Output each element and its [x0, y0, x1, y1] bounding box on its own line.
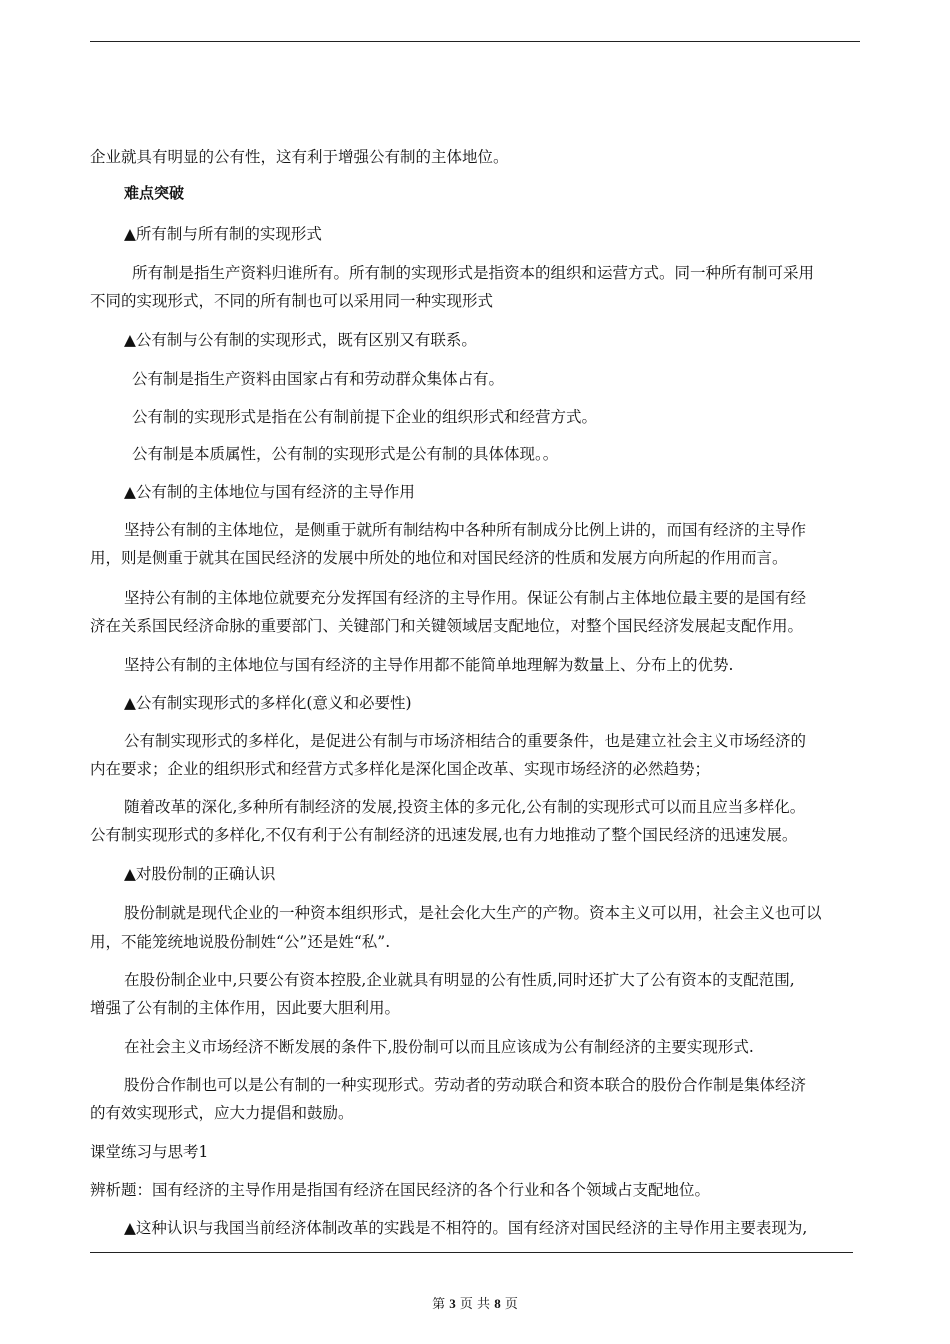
body-line: 公有制实现形式的多样化,不仅有利于公有制经济的迅速发展,也有力地推动了整个国民经济的迅速发展。 [90, 826, 798, 844]
body-line: 不同的实现形式，不同的所有制也可以采用同一种实现形式 [90, 292, 494, 310]
footer-rule [90, 1252, 853, 1253]
body-line: 股份合作制也可以是公有制的一种实现形式。劳动者的劳动联合和资本联合的股份合作制是集体经济 [124, 1076, 807, 1094]
section-heading: 难点突破 [124, 184, 185, 202]
exercise-question: 辨析题：国有经济的主导作用是指国有经济在国民经济的各个行业和各个领域占支配地位。 [90, 1181, 711, 1199]
exercise-answer: ▲这种认识与我国当前经济体制改革的实践是不相符的。国有经济对国民经济的主导作用主要表现为, [124, 1219, 808, 1237]
header-rule [90, 41, 860, 42]
body-line: 的有效实现形式，应大力提倡和鼓励。 [90, 1104, 354, 1122]
body-line: 公有制的实现形式是指在公有制前提下企业的组织形式和经营方式。 [132, 408, 598, 426]
body-line: 用，不能笼统地说股份制姓“公”还是姓“私”. [90, 933, 391, 951]
subheading: ▲公有制与公有制的实现形式，既有区别又有联系。 [124, 331, 477, 349]
body-line: 企业就具有明显的公有性，这有利于增强公有制的主体地位。 [90, 148, 509, 166]
body-line: 公有制实现形式的多样化，是促进公有制与市场济相结合的重要条件，也是建立社会主义市场经济的 [124, 732, 807, 750]
subheading: ▲对股份制的正确认识 [124, 865, 276, 883]
page-prefix: 第 [432, 1297, 446, 1312]
subheading: ▲公有制实现形式的多样化(意义和必要性) [124, 694, 412, 712]
body-line: 在股份制企业中,只要公有资本控股,企业就具有明显的公有性质,同时还扩大了公有资本的支配范围, [124, 971, 795, 989]
body-line: 增强了公有制的主体作用，因此要大胆利用。 [90, 999, 401, 1017]
body-line: 坚持公有制的主体地位，是侧重于就所有制结构中各种所有制成分比例上讲的，而国有经济的主导作 [124, 521, 807, 539]
body-line: 内在要求；企业的组织形式和经营方式多样化是深化国企改革、实现市场经济的必然趋势； [90, 760, 711, 778]
current-page: 3 [449, 1296, 456, 1311]
body-line: 坚持公有制的主体地位与国有经济的主导作用都不能简单地理解为数量上、分布上的优势. [124, 656, 734, 674]
body-line: 公有制是本质属性，公有制的实现形式是公有制的具体体现。。 [132, 445, 559, 463]
body-line: 在社会主义市场经济不断发展的条件下,股份制可以而且应该成为公有制经济的主要实现形式. [124, 1038, 754, 1056]
body-line: 所有制是指生产资料归谁所有。所有制的实现形式是指资本的组织和运营方式。同一种所有制可采用 [132, 264, 815, 282]
body-line: 公有制是指生产资料由国家占有和劳动群众集体占有。 [132, 370, 505, 388]
body-line: 随着改革的深化,多种所有制经济的发展,投资主体的多元化,公有制的实现形式可以而且应当多样化。 [124, 798, 806, 816]
body-line: 坚持公有制的主体地位就要充分发挥国有经济的主导作用。保证公有制占主体地位最主要的是国有经 [124, 589, 807, 607]
page-suffix: 页 [504, 1297, 518, 1312]
page-middle: 页 共 [459, 1297, 491, 1312]
exercise-heading: 课堂练习与思考1 [90, 1143, 209, 1161]
page-number [0, 1296, 950, 1313]
body-line: 股份制就是现代企业的一种资本组织形式，是社会化大生产的产物。资本主义可以用，社会主义也可以 [124, 904, 822, 922]
subheading: ▲公有制的主体地位与国有经济的主导作用 [124, 483, 415, 501]
total-pages: 8 [494, 1296, 501, 1311]
body-line: 用，则是侧重于就其在国民经济的发展中所处的地位和对国民经济的性质和发展方向所起的作用而言。 [90, 549, 788, 567]
body-line: 济在关系国民经济命脉的重要部门、关键部门和关键领域居支配地位，对整个国民经济发展起支配作用。 [90, 617, 804, 635]
subheading: ▲所有制与所有制的实现形式 [124, 225, 322, 243]
